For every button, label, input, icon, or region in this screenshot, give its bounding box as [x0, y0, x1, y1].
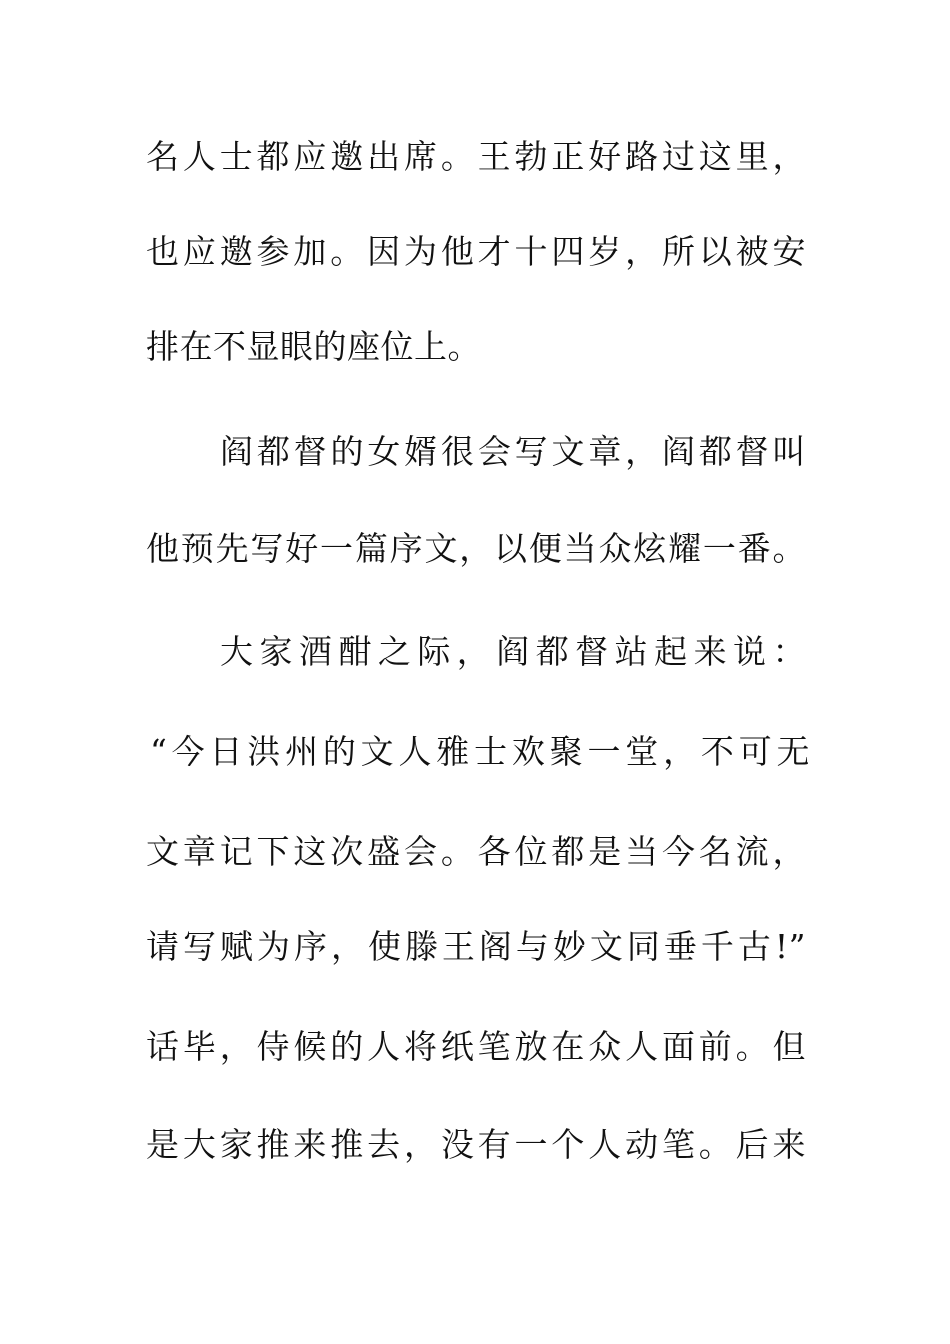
text-line: 排在不显眼的座位上。: [146, 327, 481, 366]
paragraph-start-line: 阎都督的女婿很会写文章，阎都督叫: [220, 432, 806, 471]
paragraph-start-line: 大家酒酣之际，阎都督站起来说：: [220, 632, 806, 671]
text-line: 文章记下这次盛会。各位都是当今名流，: [146, 832, 806, 871]
text-line: 也应邀参加。因为他才十四岁，所以被安: [146, 232, 806, 271]
text-line: 名人士都应邀出席。王勃正好路过这里，: [146, 137, 806, 176]
text-line: “今日洪州的文人雅士欢聚一堂，不可无: [150, 732, 810, 771]
text-line: 是大家推来推去，没有一个人动笔。后来: [146, 1125, 806, 1164]
text-line: 请写赋为序，使滕王阁与妙文同垂千古!”: [146, 927, 806, 966]
text-line: 话毕，侍候的人将纸笔放在众人面前。但: [146, 1027, 806, 1066]
text-line: 他预先写好一篇序文，以便当众炫耀一番。: [146, 529, 806, 568]
